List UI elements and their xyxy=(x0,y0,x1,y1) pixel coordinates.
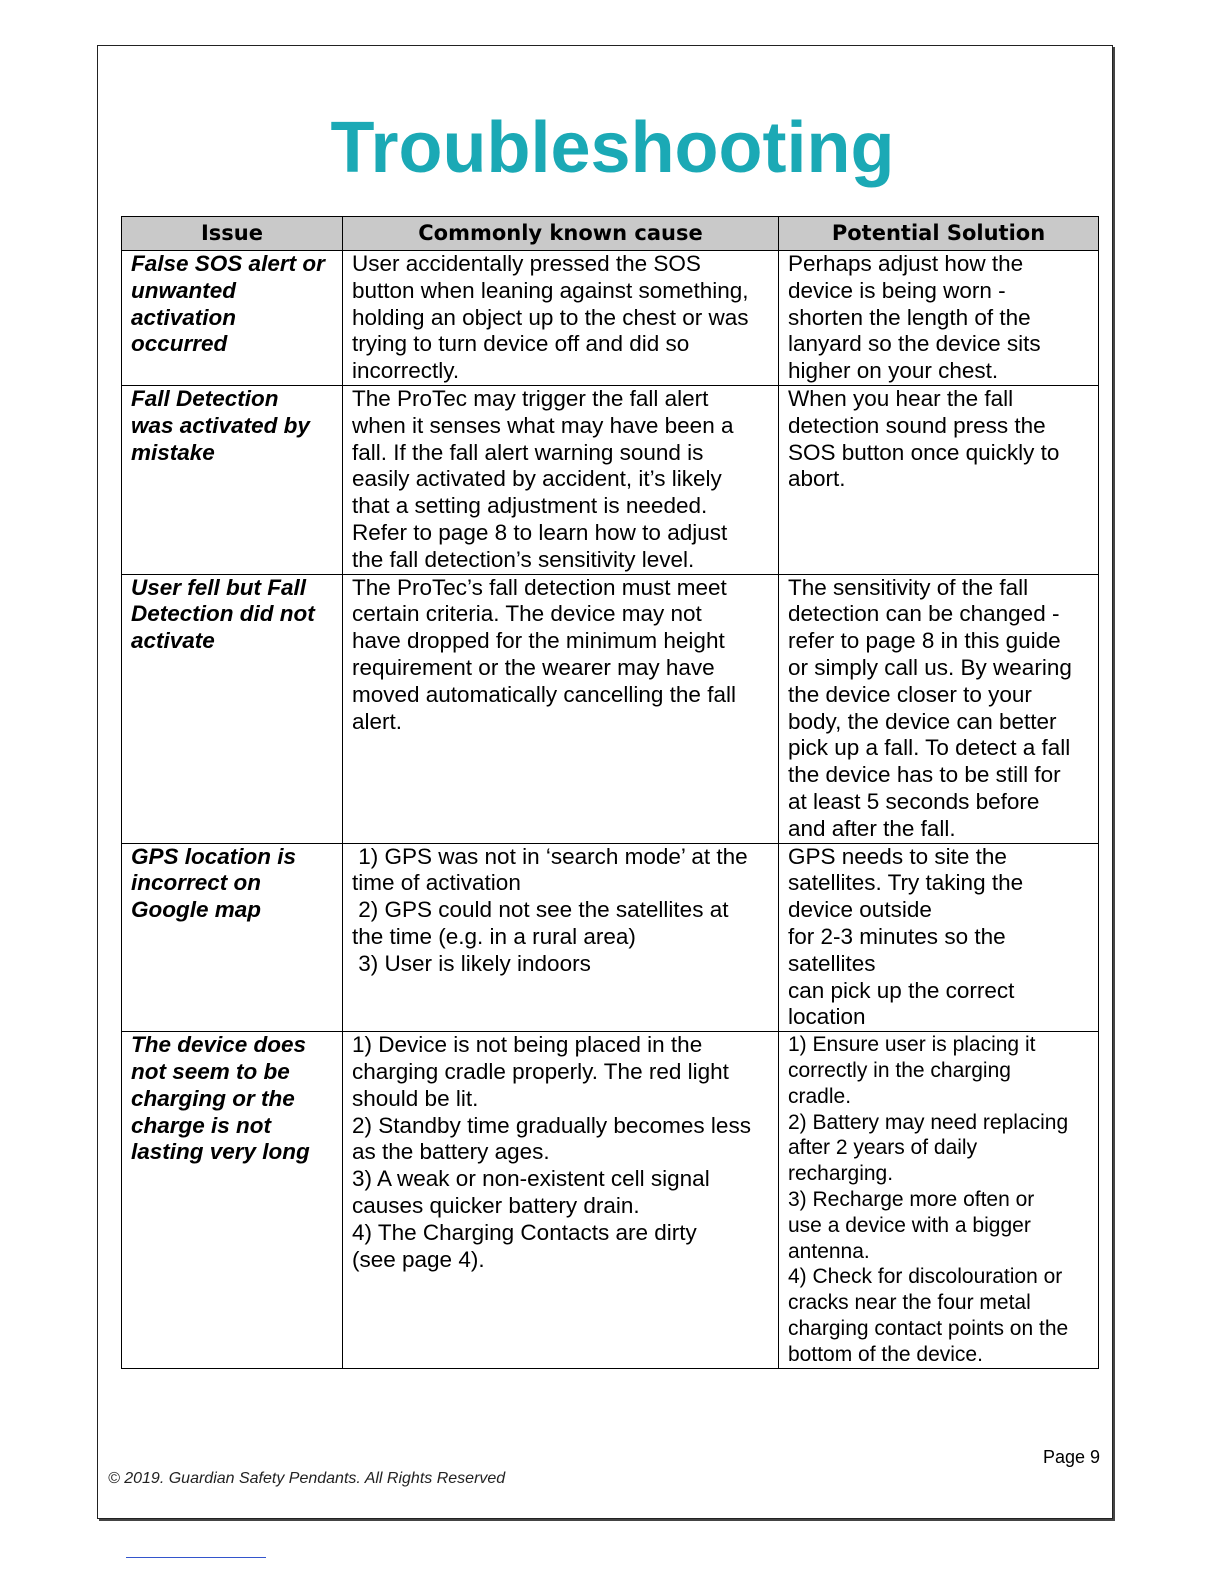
cause-cell-line: (see page 4). xyxy=(352,1246,485,1272)
cause-cell-line: requirement or the wearer may have xyxy=(352,654,715,680)
issue-cell-line: incorrect on xyxy=(131,870,262,896)
issue-cell-line: The device does xyxy=(131,1032,307,1058)
cause-cell-line: moved automatically cancelling the fall xyxy=(352,681,736,707)
solution-cell-line: 3) Recharge more often or xyxy=(788,1187,1035,1211)
solution-cell-line: refer to page 8 in this guide xyxy=(788,628,1061,654)
cause-cell-line: should be lit. xyxy=(352,1085,479,1111)
issue-cell-line: Fall Detection xyxy=(131,386,279,411)
solution-cell-line: at least 5 seconds before xyxy=(788,788,1040,814)
cause-cell-line: incorrectly. xyxy=(352,358,460,384)
cause-cell-line: Refer to page 8 to learn how to adjust xyxy=(352,519,728,545)
issue-cell-line: was activated by xyxy=(131,412,310,438)
solution-cell-line: When you hear the fall xyxy=(788,386,1014,411)
issue-cell-line: Detection did not xyxy=(131,601,315,627)
solution-cell-line: antenna. xyxy=(788,1239,870,1263)
cause-cell-line: 2) Standby time gradually becomes less xyxy=(352,1112,751,1138)
troubleshooting-table xyxy=(121,216,1099,1369)
solution-cell-line: location xyxy=(788,1004,866,1030)
cause-cell-line: time of activation xyxy=(352,870,521,896)
cause-cell-line: the fall detection’s sensitivity level. xyxy=(352,546,695,572)
solution-cell-line: satellites xyxy=(788,950,876,976)
cause-cell xyxy=(343,1032,779,1368)
cause-cell xyxy=(343,574,779,843)
cause-cell-line: as the battery ages. xyxy=(352,1139,550,1165)
solution-cell-line: pick up a fall. To detect a fall xyxy=(788,735,1071,761)
header-row xyxy=(122,217,1099,251)
table-row xyxy=(122,386,1099,575)
cause-cell-line: 1) GPS was not in ‘search mode’ at the xyxy=(352,843,748,869)
issue-cell xyxy=(122,574,343,843)
issue-cell-line: activate xyxy=(131,628,215,654)
table-row xyxy=(122,1032,1099,1368)
solution-cell xyxy=(779,574,1099,843)
header-issue: Issue xyxy=(122,217,343,251)
issue-cell xyxy=(122,843,343,1032)
solution-cell xyxy=(779,251,1099,386)
issue-cell-line: activation xyxy=(131,304,237,330)
issue-cell-line: charging or the xyxy=(131,1085,295,1111)
solution-cell xyxy=(779,386,1099,575)
solution-cell xyxy=(779,843,1099,1032)
solution-cell-line: abort. xyxy=(788,466,846,492)
solution-cell-line: 2) Battery may need replacing xyxy=(788,1110,1069,1134)
solution-cell-line: 1) Ensure user is placing it xyxy=(788,1033,1036,1057)
issue-cell xyxy=(122,1032,343,1368)
cause-cell-line: The ProTec’s fall detection must meet xyxy=(352,574,727,600)
table-row xyxy=(122,843,1099,1032)
copyright-notice: © 2019. Guardian Safety Pendants. All Rights Reserved xyxy=(108,1470,506,1487)
issue-cell-line: unwanted xyxy=(131,277,236,303)
solution-cell-line: Perhaps adjust how the xyxy=(788,251,1024,276)
cause-cell-line: User accidentally pressed the SOS xyxy=(352,251,701,276)
cause-cell-line: causes quicker battery drain. xyxy=(352,1192,640,1218)
solution-cell-line: for 2-3 minutes so the xyxy=(788,923,1006,949)
solution-cell-line: cracks near the four metal xyxy=(788,1291,1031,1315)
cause-cell xyxy=(343,843,779,1032)
solution-cell-line: detection can be changed - xyxy=(788,601,1060,627)
solution-cell-line: can pick up the correct xyxy=(788,977,1015,1003)
cause-cell-line: 4) The Charging Contacts are dirty xyxy=(352,1219,697,1245)
solution-cell-line: or simply call us. By wearing xyxy=(788,654,1072,680)
cause-cell-line: when it senses what may have been a xyxy=(352,412,734,438)
cause-cell-line: The ProTec may trigger the fall alert xyxy=(352,386,709,411)
page-number: Page 9 xyxy=(1043,1447,1101,1467)
header-solution: Potential Solution xyxy=(779,217,1099,251)
link-underline xyxy=(126,1557,266,1558)
solution-cell-line: detection sound press the xyxy=(788,412,1046,438)
cause-cell-line: that a setting adjustment is needed. xyxy=(352,493,708,519)
solution-cell-line: body, the device can better xyxy=(788,708,1057,734)
issue-cell-line: lasting very long xyxy=(131,1139,310,1165)
solution-cell-line: The sensitivity of the fall xyxy=(788,574,1029,600)
issue-cell xyxy=(122,251,343,386)
cause-cell-line: holding an object up to the chest or was xyxy=(352,304,749,330)
cause-cell xyxy=(343,386,779,575)
table-row xyxy=(122,574,1099,843)
solution-cell-line: satellites. Try taking the xyxy=(788,870,1024,896)
solution-cell-line: higher on your chest. xyxy=(788,358,999,384)
solution-cell-line: charging contact points on the xyxy=(788,1316,1069,1340)
cause-cell-line: have dropped for the minimum height xyxy=(352,628,725,654)
page-title: Troubleshooting xyxy=(330,108,895,188)
cause-cell-line: 3) A weak or non-existent cell signal xyxy=(352,1166,710,1192)
issue-cell-line: False SOS alert or xyxy=(131,251,325,276)
solution-cell-line: SOS button once quickly to xyxy=(788,439,1060,465)
solution-cell-line: lanyard so the device sits xyxy=(788,331,1041,357)
issue-cell-line: Google map xyxy=(131,897,262,923)
cause-cell-line: the time (e.g. in a rural area) xyxy=(352,923,636,949)
cause-cell xyxy=(343,251,779,386)
header-cause: Commonly known cause xyxy=(343,217,779,251)
solution-cell-line: GPS needs to site the xyxy=(788,843,1007,869)
cause-cell-line: fall. If the fall alert warning sound is xyxy=(352,439,704,465)
solution-cell-line: device outside xyxy=(788,897,932,923)
solution-cell-line: correctly in the charging xyxy=(788,1058,1011,1082)
issue-cell-line: User fell but Fall xyxy=(131,574,307,600)
solution-cell-line: use a device with a bigger xyxy=(788,1213,1031,1237)
solution-cell-line: shorten the length of the xyxy=(788,304,1031,330)
cause-cell-line: trying to turn device off and did so xyxy=(352,331,690,357)
solution-cell-line: the device has to be still for xyxy=(788,762,1061,788)
table-row xyxy=(122,251,1099,386)
cause-cell-line: easily activated by accident, it’s likely xyxy=(352,466,722,492)
solution-cell-line: the device closer to your xyxy=(788,681,1032,707)
issue-cell-line: occurred xyxy=(131,331,228,357)
issue-cell-line: GPS location is xyxy=(131,843,297,869)
issue-cell-line: not seem to be xyxy=(131,1058,290,1084)
cause-cell-line: charging cradle properly. The red light xyxy=(352,1058,729,1084)
solution-cell-line: device is being worn - xyxy=(788,277,1006,303)
issue-cell-line: charge is not xyxy=(131,1112,272,1138)
solution-cell-line: after 2 years of daily xyxy=(788,1136,978,1160)
cause-cell-line: 3) User is likely indoors xyxy=(352,950,591,976)
cause-cell-line: 1) Device is not being placed in the xyxy=(352,1032,703,1058)
cause-cell-line: alert. xyxy=(352,708,403,734)
issue-cell-line: mistake xyxy=(131,439,215,465)
issue-cell xyxy=(122,386,343,575)
solution-cell-line: bottom of the device. xyxy=(788,1342,983,1366)
solution-cell-line: 4) Check for discolouration or xyxy=(788,1265,1063,1289)
solution-cell-line: recharging. xyxy=(788,1162,894,1186)
solution-cell xyxy=(779,1032,1099,1368)
cause-cell-line: button when leaning against something, xyxy=(352,277,749,303)
cause-cell-line: 2) GPS could not see the satellites at xyxy=(352,897,729,923)
solution-cell-line: cradle. xyxy=(788,1084,852,1108)
solution-cell-line: and after the fall. xyxy=(788,815,956,841)
cause-cell-line: certain criteria. The device may not xyxy=(352,601,702,627)
